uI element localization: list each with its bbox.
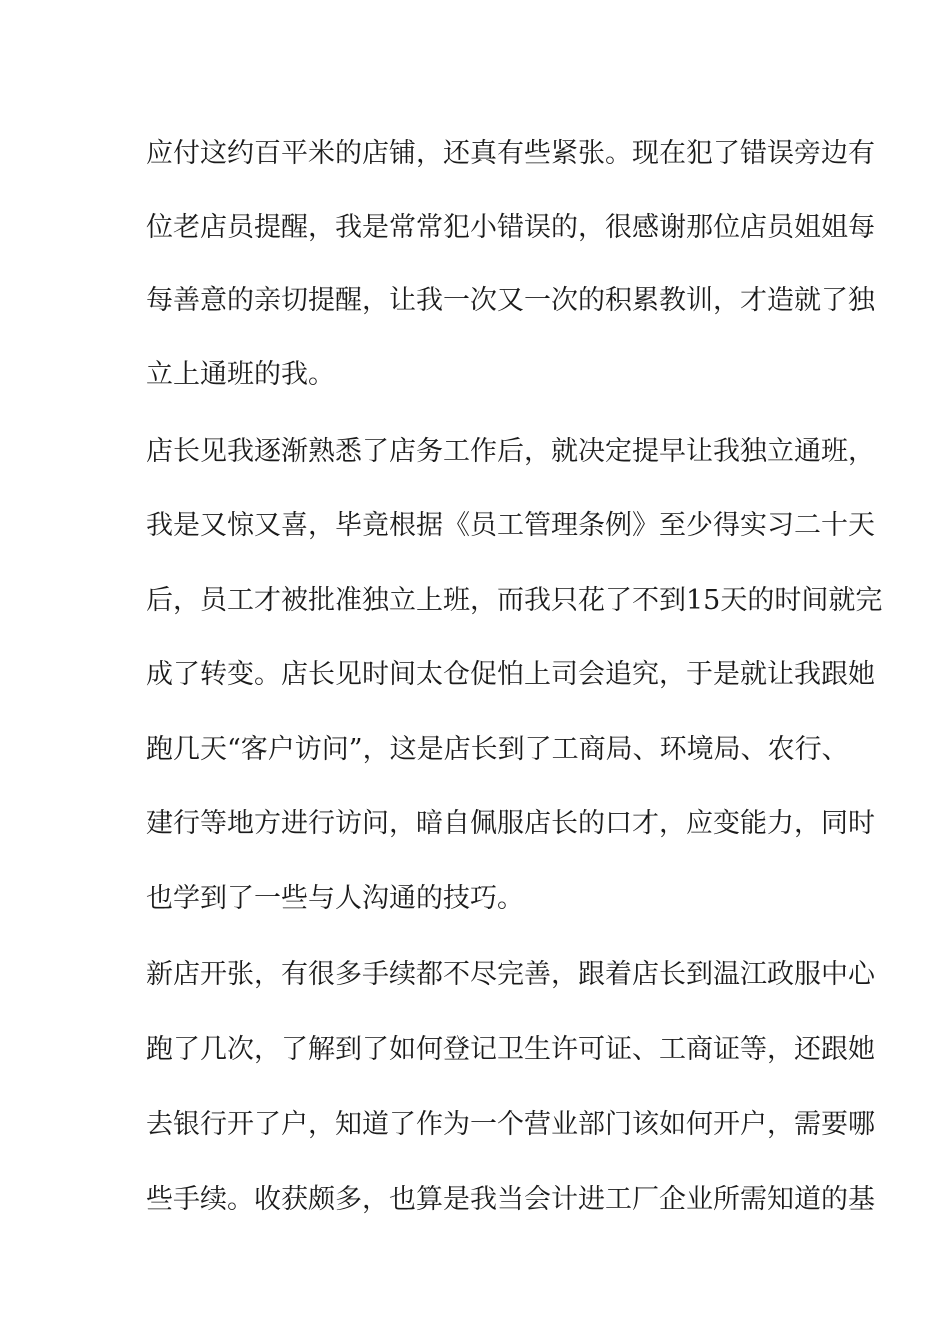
text-line: 立上通班的我。 bbox=[146, 359, 335, 390]
text-line: 去银行开了户，知道了作为一个营业部门该如何开户，需要哪 bbox=[146, 1109, 875, 1140]
text-line: 我是又惊又喜，毕竟根据《员工管理条例》至少得实习二十天 bbox=[146, 510, 875, 541]
text-line: 些手续。收获颇多，也算是我当会计进工厂企业所需知道的基 bbox=[146, 1184, 875, 1215]
text-line: 应付这约百平米的店铺，还真有些紧张。现在犯了错误旁边有 bbox=[146, 138, 875, 169]
text-line: 跑了几次，了解到了如何登记卫生许可证、工商证等，还跟她 bbox=[146, 1034, 875, 1065]
text-line: 跑几天“客户访问”，这是店长到了工商局、环境局、农行、 bbox=[146, 734, 849, 765]
text-line: 新店开张，有很多手续都不尽完善，跟着店长到温江政服中心 bbox=[146, 959, 875, 990]
text-line: 成了转变。店长见时间太仓促怕上司会追究，于是就让我跟她 bbox=[146, 659, 875, 690]
text-line: 建行等地方进行访问，暗自佩服店长的口才，应变能力，同时 bbox=[146, 808, 875, 839]
text-line: 每善意的亲切提醒，让我一次又一次的积累教训，才造就了独 bbox=[146, 285, 875, 316]
text-line: 后，员工才被批准独立上班，而我只花了不到15天的时间就完 bbox=[146, 585, 883, 616]
text-line: 位老店员提醒，我是常常犯小错误的，很感谢那位店员姐姐每 bbox=[146, 212, 875, 243]
text-line: 也学到了一些与人沟通的技巧。 bbox=[146, 883, 524, 914]
text-line: 店长见我逐渐熟悉了店务工作后，就决定提早让我独立通班， bbox=[146, 436, 875, 467]
